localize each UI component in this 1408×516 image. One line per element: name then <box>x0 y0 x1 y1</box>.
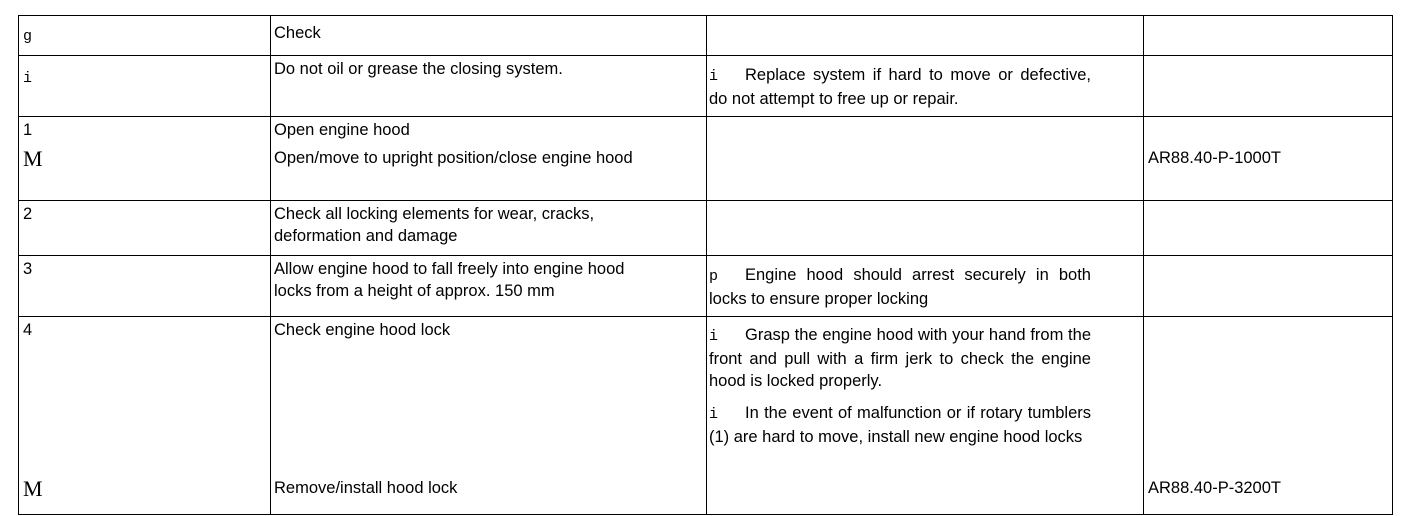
step-number: 4 <box>23 321 33 339</box>
document-reference[interactable]: AR88.40-P-1000T <box>1148 149 1281 167</box>
note-marker: i <box>709 406 719 423</box>
document-reference[interactable]: AR88.40-P-3200T <box>1148 479 1281 497</box>
note-text <box>709 64 1091 110</box>
step-number: 3 <box>23 260 33 278</box>
substep-text: Open/move to upright position/close engine hood <box>274 149 633 167</box>
note-marker: i <box>709 328 719 345</box>
note-marker: p <box>709 268 719 285</box>
step-text: Open engine hood <box>274 121 410 139</box>
step-text: Check all locking elements for wear, cracks, deformation and damage <box>274 205 595 245</box>
step-text: Do not oil or grease the closing system. <box>274 60 563 78</box>
note-body: Grasp the engine hood with your hand from the front and pull with a firm jerk to check the engine hood is locked properly. <box>709 326 1091 390</box>
step-marker: i <box>23 70 33 87</box>
note-marker: i <box>709 68 719 85</box>
note-text <box>709 402 1091 448</box>
column-divider <box>706 16 707 514</box>
step-number: 1 <box>23 121 33 139</box>
note-text <box>709 324 1091 392</box>
step-number: 2 <box>23 205 33 223</box>
procedure-table <box>18 15 1393 515</box>
step-text: Check <box>274 24 321 42</box>
note-body: Replace system if hard to move or defective, do not attempt to free up or repair. <box>709 66 1091 108</box>
step-text: Allow engine hood to fall freely into engine hood locks from a height of approx. 150 mm <box>274 260 625 300</box>
maintenance-marker: M <box>23 476 43 501</box>
note-body: In the event of malfunction or if rotary tumblers (1) are hard to move, install new engine hood locks <box>709 404 1091 446</box>
step-text: Check engine hood lock <box>274 321 451 339</box>
note-body: Engine hood should arrest securely in both locks to ensure proper locking <box>709 266 1091 308</box>
substep-text: Remove/install hood lock <box>274 479 458 497</box>
step-marker: g <box>23 28 33 45</box>
column-divider <box>1143 16 1144 514</box>
column-divider <box>270 16 271 514</box>
note-text <box>709 264 1091 310</box>
maintenance-marker: M <box>23 146 43 171</box>
